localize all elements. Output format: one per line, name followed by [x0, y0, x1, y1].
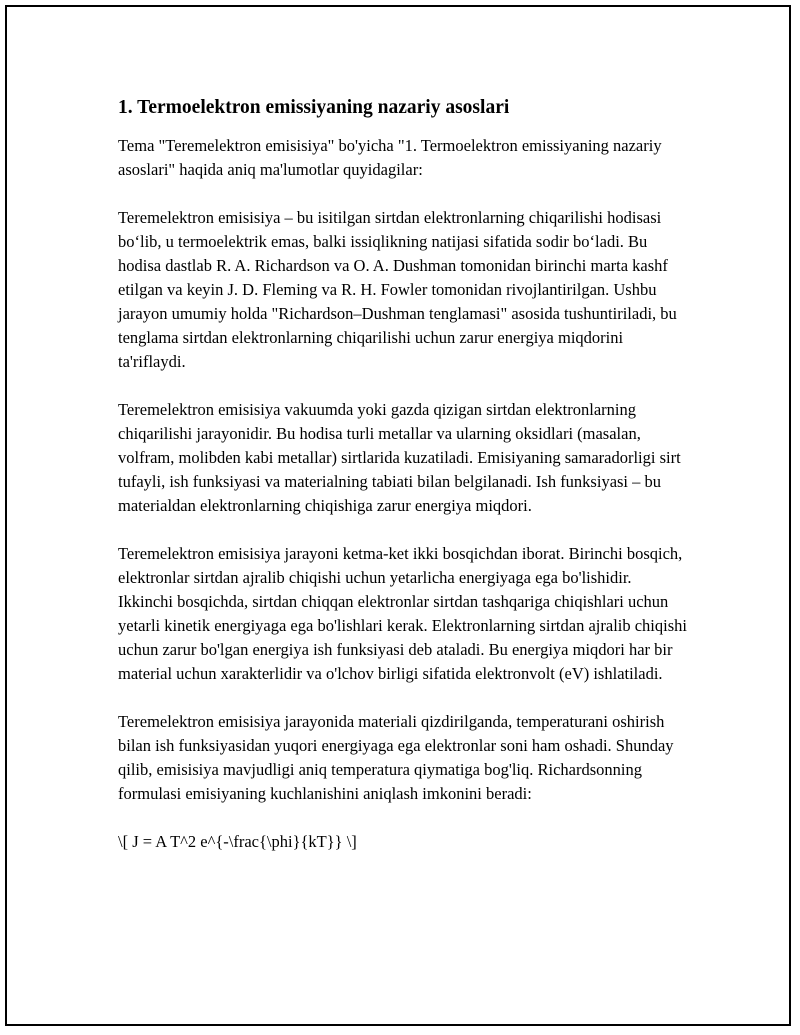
definition-paragraph: Teremelektron emisisiya – bu isitilgan sirtdan elektronlarning chiqarilishi hodisasi boʻlib, u termoelektrik emas, balki issiqlikning natijasi sifatida sodir boʻladi. Bu hodisa dastlab R. A. Richardson va O. A. Dushman tomonidan birinchi marta kashf etilgan va keyin J. D. Fleming va R. H. Fowler tomonidan rivojlantirilgan. Ushbu jarayon umumiy holda "Richardson–Dushman tenglamasi" asosida tushuntiriladi, bu tenglama sirtdan elektronlarning chiqarilishi uchun zarur energiya miqdorini ta'riflaydi. [118, 208, 677, 371]
temperature-paragraph: Teremelektron emisisiya jarayonida materiali qizdirilganda, temperaturani oshirish bilan ish funksiyasidan yuqori energiyaga ega elektronlar soni ham oshadi. Shunday qilib, emisisiya mavjudligi aniq temperatura qiymatiga bog'liq. Richardsonning formulasi emisiyaning kuchlanishini aniqlash imkonini beradi: [118, 712, 674, 803]
stages-paragraph: Teremelektron emisisiya jarayoni ketma-ket ikki bosqichdan iborat. Birinchi bosqich, elektronlar sirtdan ajralib chiqishi uchun yetarlicha energiyaga ega bo'lishidir. Ikkinchi bosqichda, sirtdan chiqqan elektronlar sirtdan tashqariga chiqishlari uchun yetarli kinetik energiyaga ega bo'lishlari kerak. Elektronlarning sirtdan ajralib chiqishi uchun zarur bo'lgan energiya ish funksiyasi deb ataladi. Bu energiya miqdori har bir material uchun xarakterlidir va o'lchov birligi sifatida elektronvolt (eV) ishlatiladi. [118, 544, 687, 683]
document-body [118, 94, 690, 854]
richardson-formula: \[ J = A T^2 e^{-\frac{\phi}{kT}} \] [118, 832, 357, 851]
section-heading: 1. Termoelektron emissiyaning nazariy asoslari [118, 97, 510, 118]
process-paragraph: Teremelektron emisisiya vakuumda yoki gazda qizigan sirtdan elektronlarning chiqarilishi jarayonidir. Bu hodisa turli metallar va ularning oksidlari (masalan, volfram, molibden kabi metallar) sirtlarida kuzatiladi. Emisiyaning samaradorligi sirt tufayli, ish funksiyasi va materialning tabiati bilan belgilanadi. Ish funksiyasi – bu materialdan elektronlarning chiqishiga zarur energiya miqdori. [118, 400, 681, 515]
intro-paragraph: Tema "Teremelektron emisisiya" bo'yicha "1. Termoelektron emissiyaning nazariy asoslari" haqida aniq ma'lumotlar quyidagilar: [118, 136, 662, 179]
